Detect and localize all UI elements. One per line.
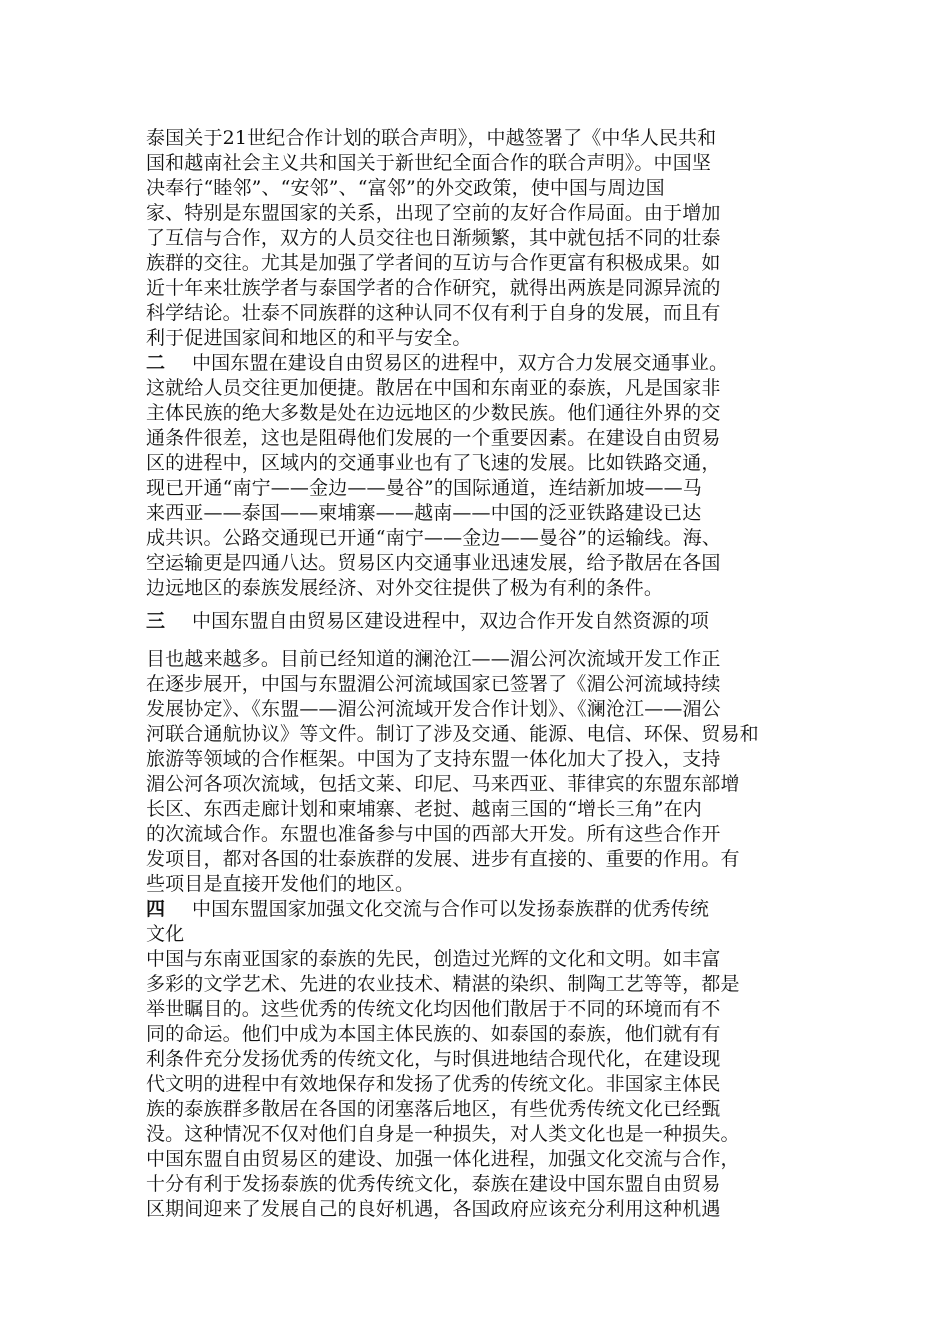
text-line: 族的泰族群多散居在各国的闭塞落后地区，有些优秀传统文化已经甄 (146, 1098, 721, 1120)
text-line: 发项目，都对各国的壮泰族群的发展、进步有直接的、重要的作用。有 (146, 848, 740, 870)
text-line: 文化 (146, 923, 185, 945)
section-first-line: 中国东盟自由贸易区建设进程中，双边合作开发自然资源的项 (192, 610, 710, 632)
text-line: 多彩的文学艺术、先进的农业技术、精湛的染织、制陶工艺等等，都是 (146, 973, 740, 995)
text-line: 举世瞩目的。这些优秀的传统文化均因他们散居于不同的环境而有不 (146, 998, 721, 1020)
section-3-body (146, 647, 826, 897)
text-line: 十分有利于发扬泰族的优秀传统文化，泰族在建设中国东盟自由贸易 (146, 1173, 721, 1195)
section-number: 二 (146, 352, 166, 374)
text-line: 成共识。公路交通现已开通“南宁——金边——曼谷”的运输线。海、 (146, 527, 722, 549)
section-number: 四 (146, 898, 166, 920)
text-line: 这就给人员交往更加便捷。散居在中国和东南亚的泰族，凡是国家非 (146, 377, 721, 399)
text-line: 空运输更是四通八达。贸易区内交通事业迅速发展，给予散居在各国 (146, 552, 721, 574)
paragraph-1 (146, 126, 826, 351)
section-first-line: 中国东盟在建设自由贸易区的进程中，双方合力发展交通事业。 (192, 352, 729, 374)
section-heading-line (146, 897, 826, 922)
text-line: 些项目是直接开发他们的地区。 (146, 873, 415, 895)
text-line: 区的进程中，区域内的交通事业也有了飞速的发展。比如铁路交通， (146, 452, 721, 474)
text-line: 长区、东西走廊计划和柬埔寨、老挝、越南三国的“增长三角”在内 (146, 798, 702, 820)
text-line: 区期间迎来了发展自己的良好机遇，各国政府应该充分利用这种机遇 (146, 1198, 721, 1220)
text-line: 科学结论。壮泰不同族群的这种认同不仅有利于自身的发展，而且有 (146, 302, 721, 324)
section-first-line: 中国东盟国家加强文化交流与合作可以发扬泰族群的优秀传统 (192, 898, 710, 920)
text-line: 国和越南社会主义共和国关于新世纪全面合作的联合声明》。中国坚 (146, 152, 712, 174)
text-line: 没。这种情况不仅对他们自身是一种损失，对人类文化也是一种损失。 (146, 1123, 740, 1145)
section-2 (146, 351, 826, 601)
text-line: 通条件很差，这也是阻碍他们发展的一个重要因素。在建设自由贸易 (146, 427, 721, 449)
text-line: 湄公河各项次流域，包括文莱、印尼、马来西亚、菲律宾的东盟东部增 (146, 773, 740, 795)
text-line: 中国东盟自由贸易区的建设、加强一体化进程，加强文化交流与合作， (146, 1148, 740, 1170)
section-4 (146, 897, 826, 1222)
section-heading-line (146, 351, 826, 376)
text-line: 河联合通航协议》等文件。制订了涉及交通、能源、电信、环保、贸易和 (146, 723, 759, 745)
text-line: 目也越来越多。目前已经知道的澜沧江——湄公河次流域开发工作正 (146, 648, 721, 670)
text-line: 同的命运。他们中成为本国主体民族的、如泰国的泰族，他们就有有 (146, 1023, 721, 1045)
section-number: 三 (146, 610, 166, 632)
text-line: 家、特别是东盟国家的关系，出现了空前的友好合作局面。由于增加 (146, 202, 721, 224)
text-line: 来西亚——泰国——柬埔寨——越南——中国的泛亚铁路建设已达 (146, 502, 702, 524)
text-line: 旅游等领域的合作框架。中国为了支持东盟一体化加大了投入，支持 (146, 748, 721, 770)
text-line: 代文明的进程中有效地保存和发扬了优秀的传统文化。非国家主体民 (146, 1073, 721, 1095)
text-line: 族群的交往。尤其是加强了学者间的互访与合作更富有积极成果。如 (146, 252, 721, 274)
text-line: 边远地区的泰族发展经济、对外交往提供了极为有利的条件。 (146, 577, 664, 599)
text-line: 中国与东南亚国家的泰族的先民，创造过光辉的文化和文明。如丰富 (146, 948, 721, 970)
text-line: 利于促进国家间和地区的和平与安全。 (146, 327, 472, 349)
text-line: 了互信与合作，双方的人员交往也日渐频繁，其中就包括不同的壮泰 (146, 227, 721, 249)
section-heading-line (146, 609, 826, 634)
text-line: 发展协定》、《东盟——湄公河流域开发合作计划》、《澜沧江——湄公 (146, 698, 721, 720)
text-line: 主体民族的绝大多数是处在边远地区的少数民族。他们通往外界的交 (146, 402, 721, 424)
text-line: 决奉行“睦邻”、“安邻”、“富邻”的外交政策，使中国与周边国 (146, 177, 665, 199)
text-line: 在逐步展开，中国与东盟湄公河流域国家已签署了《湄公河流域持续 (146, 673, 721, 695)
text-line: 的次流域合作。东盟也准备参与中国的西部大开发。所有这些合作开 (146, 823, 721, 845)
text-line: 现已开通“南宁——金边——曼谷”的国际通道，连结新加坡——马 (146, 477, 702, 499)
text-line: 泰国关于21世纪合作计划的联合声明》，中越签署了《中华人民共和 (146, 127, 717, 149)
text-line: 近十年来壮族学者与泰国学者的合作研究，就得出两族是同源异流的 (146, 277, 721, 299)
text-line: 利条件充分发扬优秀的传统文化，与时俱进地结合现代化，在建设现 (146, 1048, 721, 1070)
section-3-heading (146, 609, 826, 634)
